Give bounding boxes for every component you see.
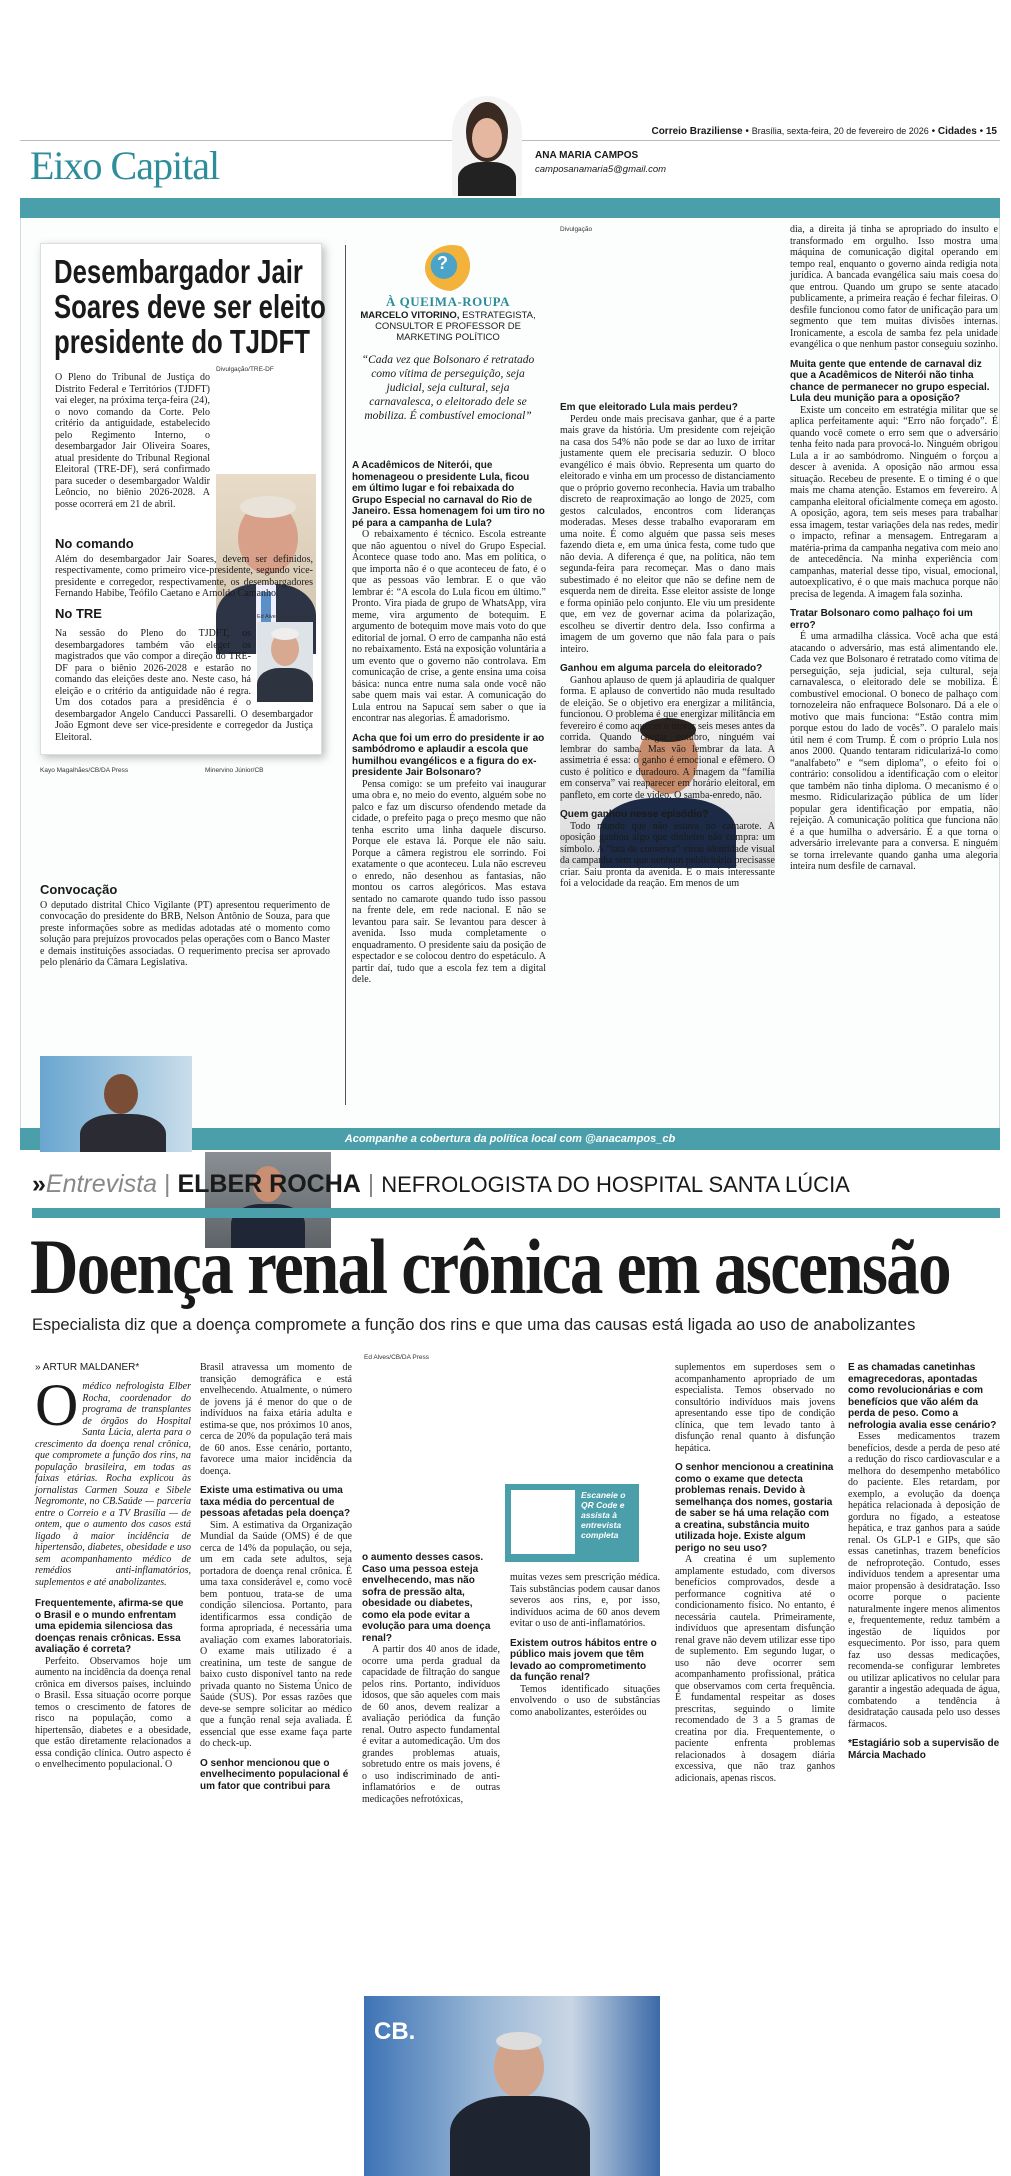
pull-quote: “Cada vez que Bolsonaro é retratado como vítima de perseguição, seja judicial, seja cultural, seja carnavalesca, o eleitorado dele se mobiliza. É combustível emocional” <box>361 354 535 422</box>
convocacao-section <box>40 876 330 969</box>
headline-line: Desembargador Jair <box>54 253 303 290</box>
paper-name: Correio Braziliense <box>651 126 743 137</box>
paragraph: Temos identificado situações envolvendo o uso de substâncias como anabolizantes, esteróides ou <box>510 1683 660 1718</box>
elber-rocha-photo: CB. <box>364 1996 660 2176</box>
interview-col1 <box>35 1362 191 1771</box>
section-heading: No TRE <box>55 605 102 621</box>
question: O senhor mencionou a creatinina como o exame que detecta problemas renais. Devido à semelhança dos nomes, gostaria de saber se há uma relação com a creatina, substância muito utilizada hoje. Existe algum perigo no seu uso? <box>675 1462 834 1554</box>
interview-subhead: Especialista diz que a doença compromete a função dos rins e que uma das causas está ligada ao uso de anabolizantes <box>32 1316 916 1334</box>
interview-rule <box>32 1208 1000 1218</box>
column-divider <box>345 245 346 1105</box>
qr-caption: Escaneie o QR Code e assista à entrevista completa <box>581 1490 626 1540</box>
dateline: Brasília, sexta-feira, 20 de fevereiro de 2026 <box>751 126 929 136</box>
chevron-icon: » <box>32 1170 46 1198</box>
interview-col5 <box>675 1362 835 1784</box>
paragraph: Esses medicamentos trazem benefícios, desde a perda de peso até a redução do risco cardiovascular e a melhora do desempenho metabólico do paciente. Eles retardam, por exemplo, a evolução da doença hepática relacionada à deposição de gordura no fígado, a esteatose hepática, e traz ganhos para a saúde renal. Os GLP-1 e GIPs, que são essas canetinhas, trazem benefícios de nefroproteção. Contudo, esses indivíduos tendem a apresentar uma maior propensão à desidratação. Isso ocorre porque o paciente naturalmente ingere menos alimentos e, frequentemente, reduz também a ingestão de líquidos por esquecimento. Por isso, para quem faz uso dessas medicações, recomenda-se configurar lembretes ou utilizar aplicativos no celular para garantir a ingestão adequada de água, combatendo a tendência à desidratação causada pelo uso desses fármacos. <box>848 1431 1000 1730</box>
interview-col4 <box>510 1572 660 1718</box>
headline-line: Soares deve ser eleito <box>54 288 326 325</box>
paragraph: Existe um conceito em estratégia militar que se aplica perfeitamente aqui: “Erro não forçado”. É quando você comete o erro sem que o adversário tenha feito nada para provocá-lo. Ninguém obrigou Lula a ir ao sambódromo. Ninguém o forçou a descer à avenida. A oposição não armou essa situação. Recebeu de presente. E o timing é o que mais me chama atenção. Estamos em fevereiro. A campanha eleitoral oficialmente começa em agosto. A oposição, agora, tem seis meses para trabalhar essa imagem, testar variações dela nas redes, medir o impacto, refinar a mensagem. Entregaram a matéria-prima da campanha negativa com meio ano de antecedência. Na minha experiência com campanhas, material desse tipo, visual, emocional, autoexplicativo, é o que mais machuca porque não precisa de legenda. A imagem fala sozinha. <box>790 404 998 600</box>
intro <box>35 1372 191 1588</box>
no-tre-section <box>55 614 314 743</box>
paragraph: O Pleno do Tribunal de Justiça do Distrito Federal e Territórios (TJDFT) vai eleger, na próxima terça-feira (24), o novo comando da Corte. Pelo critério da antiguidade, estabelecido pelo Regimento Interno, o desembargador Jair Oliveira Soares, atual presidente do Tribunal Regional Eleitoral (TRE-DF), será confirmado para suceder o desembargador Waldir Leôncio, no biênio 2026-2028. A posse ocorrerá em 21 de abril. <box>55 372 210 510</box>
joao-egmont-photo <box>257 622 313 702</box>
paragraph: O rebaixamento é técnico. Escola estreante que não aguentou o nível do Grupo Especial. Acontece quase todo ano. Mas em política, o que importa não é o que aconteceu de fato, é o que as pessoas vão lembrar. E o que vão lembrar é: “A escola do Lula ficou em último.” Pronto. Vira piada de grupo de WhatsApp, vira meme, vira argumento de botequim. E argumento de botequim move mais voto do que editorial de jornal. O erro de campanha não está no rebaixamento. Está na exposição voluntária a um evento que o governo não controlava. Em comunicação de crise, a gente ensina uma coisa básica: nunca entre numa sala onde você não sabe quem mais vai estar. A comunicação do Lula entrou na Sapucaí sem saber o que ia encontrar nas alegorias. É amadorismo. <box>352 529 546 724</box>
separator: • <box>745 126 749 137</box>
paragraph: dia, a direita já tinha se apropriado do insulto e transformado em orgulho. Isso mostra uma máquina de comunicação digital operando em tempo real, enquanto o governo ainda redigia nota jurídica. A bancada evangélica saiu mais coesa do que entrou. Quando um grupo se sente atacado publicamente, a primeira reação é fechar fileiras. O desfile funcionou como fator de unificação para um segmento que tem muitas divisões internas. Ironicamente, a escola de samba fez pela unidade evangélica o que nenhum pastor conseguiu sozinho. <box>790 224 998 350</box>
question: A Acadêmicos de Niterói, que homenageou o presidente Lula, ficou em último lugar e foi rebaixada do Grupo Especial no carnaval do Rio de Janeiro. Essa homenagem foi um tiro no pé para a campanha de Lula? <box>352 460 545 529</box>
photo-credit: Ed Alves/CB/D.A Press <box>257 614 314 620</box>
paragraph: Na sessão do Pleno do TJDFT, os desembargadores também vão eleger os magistrados que vão compor a direção do TRE-DF para o biênio 2026-2028 e estarão no comando das eleições deste ano. Neste caso, há eleição e o critério da antiguidade não é regra. Um dos cotados para a presidência é o desembargador Angelo Canducci Passarelli. O desembargador João Egmont deve ser vice-presidente e corregedor da Justiça Eleitoral. <box>55 628 313 743</box>
question: Muita gente que entende de carnaval diz que a Acadêmicos de Niterói não tinha chance de permanecer no grupo especial. Lula deu munição para a oposição? <box>790 358 990 404</box>
section-heading: No comando <box>55 536 134 551</box>
kicker: À QUEIMA-ROUPA <box>385 294 511 309</box>
queima-roupa-col2 <box>560 402 775 890</box>
paragraph: Perfeito. Observamos hoje um aumento na incidência da doença renal crônica em diversos países, incluindo o Brasil. Essa situação ocorre porque temos o crescimento de fatores de risco na população, como a hipertensão, diabetes e a obesidade, que estão diretamente relacionados a essa condição clínica. Outro aspecto é o envelhecimento populacional. O <box>35 1655 191 1770</box>
intro-text: médico nefrologista Elber Rocha, coordenador do programa de transplantes de órgãos do Hospital Santa Lúcia, alerta para o crescimento da doença renal crônica, que compromete a função dos rins, na população brasileira, em todas as faixas etárias. Rocha explicou às jornalistas Carmen Souza e Sibele Negromonte, no CB.Saúde — parceria entre o Correio e a TV Brasília — de ontem, que o aumento dos casos está ligado à maior incidência de hipertensão, diabetes, obesidade e uso sem acompanhamento médico de remédios anti-inflamatórios, suplementos e até anabolizantes. <box>35 1381 191 1588</box>
question: E as chamadas canetinhas emagrecedoras, apontadas como revolucionárias e com benefícios que vão além da perda de peso. Como a nefrologia avalia esse cenário? <box>848 1362 997 1431</box>
photo-credit: Kayo Magalhães/CB/DA Press <box>40 767 129 774</box>
queima-roupa-col1 <box>352 460 546 986</box>
author-email[interactable]: camposanamaria5@gmail.com <box>535 164 667 175</box>
paragraph: Além do desembargador Jair Soares, devem ser definidos, respectivamente, como primeiro vice-presidente, segundo vice-presidente e corregedor, respectivamente, os desembargadores Fernando Habibe, Teófilo Caetano e Arnoldo Camanho. <box>55 553 313 599</box>
interview-col3 <box>362 1552 500 1805</box>
question: Tratar Bolsonaro como palhaço foi um erro? <box>790 608 973 631</box>
section-name: Cidades <box>937 126 977 137</box>
interview-col6 <box>848 1362 1000 1761</box>
question: Quem ganhou nesse episódio? <box>560 809 709 820</box>
paragraph: Todo mundo que não estava no camarote. A oposição ganhou algo que dinheiro não compra: um símbolo. A “lata de conserva” virou identidade visual da campanha sem que nenhum publicitário precisasse criar. Saiu pronta da avenida. E o mais interessante foi a velocidade da reação. Em menos de um <box>560 820 775 889</box>
frame-top-bar <box>20 198 1000 218</box>
author-photo <box>452 96 522 196</box>
photo-credit: Divulgação <box>560 226 593 233</box>
paragraph: Ganhou aplauso de quem já aplaudiria de qualquer forma. E aplauso de convertido não muda resultado de eleição. Se o objetivo era energizar a militância, funcionou. O problema é que energizar militância em fevereiro é como aquecer o motor seis meses antes da corrida. Quando chegar outubro, ninguém vai lembrar do samba. Mas vão lembrar da lata. A assimetria é essa: o ganho é emocional e efêmero. O custo é político e duradouro. A imagem da “família em conserva” vai reaparecer em horário eleitoral, em panfleto, em corte de vídeo. O samba-enredo, não. <box>560 674 775 801</box>
qr-code-icon[interactable] <box>511 1490 575 1554</box>
question: o aumento desses casos. Caso uma pessoa esteja envelhecendo, mas não sofra de pressão alta, obesidade ou diabetes, como ela pode evitar a evolução para uma doença renal? <box>362 1552 491 1644</box>
photo-credit: Ed Alves/CB/DA Press <box>364 1354 430 1361</box>
paragraph: A creatina é um suplemento amplamente estudado, com diversos benefícios comprovados, desde a performance cognitiva até o condicionamento físico. No entanto, é necessária cautela. Primeiramente, indivíduos que apresentam disfunção renal grave não devem utilizar esse tipo de suplemento. Em segundo lugar, o uso não deve ocorrer sem acompanhamento profissional, prática que observamos com certa frequência. É fundamental respeitar as doses prescritas, seguindo o limite recomendado de 3 a 5 gramas de creatina por dia. Frequentemente, o paciente enfrenta problemas relacionados à dosagem diária excessiva, que não traz ganhos adicionais, apenas riscos. <box>675 1554 835 1784</box>
lead-body <box>55 372 210 510</box>
col1-body <box>35 1598 191 1771</box>
headline-line: presidente do TJDFT <box>54 323 310 360</box>
interview-kicker: Entrevista <box>45 1170 158 1198</box>
question-mascot-icon: ? <box>425 245 479 291</box>
chico-vigilante-photo <box>40 1056 192 1152</box>
photo-credit: Minervino Júnior/CB <box>205 767 264 774</box>
question: Acha que foi um erro do presidente ir ao sambódromo e aplaudir a escola que humilhou evangélicos e a figura do ex-presidente Jair Bolsonaro? <box>352 732 545 778</box>
paragraph: muitas vezes sem prescrição médica. Tais substâncias podem causar danos severos aos rins, e, por isso, indivíduos acima de 60 anos devem evitar o uso de anti-inflamatórios. <box>510 1572 660 1629</box>
interview-banner: »Entrevista | ELBER ROCHA | NEFROLOGISTA DO HOSPITAL SANTA LÚCIA <box>32 1170 850 1198</box>
question: Em que eleitorado Lula mais perdeu? <box>560 402 738 413</box>
paragraph: O deputado distrital Chico Vigilante (PT) apresentou requerimento de convocação do presidente do BRB, Nelson Antônio de Souza, para que preste informações sobre as medidas adotadas até o momento como solução para prejuízos provocados pelas operações com o Banco Master e demais instituições associadas. O requerimento precisa ser aprovado pelo plenário da Câmara Legislativa. <box>40 899 330 968</box>
interview-col2 <box>200 1362 352 1792</box>
no-comando-section <box>55 530 313 623</box>
question: Existem outros hábitos entre o público mais jovem que têm levado ao comprometimento da função renal? <box>510 1637 657 1683</box>
photo-credit: Divulgação/TRE-DF <box>216 366 274 373</box>
lead-headline <box>54 254 384 359</box>
column-title: Eixo Capital <box>30 143 220 188</box>
interviewee-role: ESTRATEGISTA, CONSULTOR E PROFESSOR DE MARKETING POLÍTICO <box>375 310 536 343</box>
question: O senhor mencionou que o envelhecimento populacional é um fator que contribui para <box>200 1757 349 1792</box>
paragraph: Sim. A estimativa da Organização Mundial da Saúde (OMS) é de que cerca de 14% da população, ou seja, um em cada sete adultos, seja portadora de doença renal crônica. É uma taxa considerável e, como você bem pontuou, trata-se de uma condição silenciosa. Portanto, para identificarmos essa condição de forma apropriada, é necessária uma avaliação com exames laboratoriais. O exame mais utilizado é a creatinina, um teste de sangue de baixo custo disponível tanto na rede privada quanto no Sistema Único de Saúde (SUS). Por essas razões que deve-se sempre solicitar ao médico que a função renal seja avaliada. É essencial que esse exame faça parte do check-up. <box>200 1519 352 1749</box>
byline: » ARTUR MALDANER* <box>35 1362 140 1373</box>
question: Frequentemente, afirma-se que o Brasil e o mundo enfrentam uma epidemia silenciosa das doenças renais crônicas. Essa avaliação é correta? <box>35 1598 184 1655</box>
question: *Estagiário sob a supervisão de Márcia Machado <box>848 1738 1000 1761</box>
interviewee-name: MARCELO VITORINO, <box>360 310 460 321</box>
interviewee-name: ELBER ROCHA <box>177 1170 361 1198</box>
masthead <box>651 126 997 137</box>
queima-roupa-col3 <box>790 224 998 873</box>
separator: • <box>931 126 936 137</box>
author-name: ANA MARIA CAMPOS <box>535 150 639 161</box>
paragraph: A partir dos 40 anos de idade, ocorre uma perda gradual da capacidade de filtração do sangue pelos rins. Portanto, indivíduos idosos, que são aqueles com mais de 60 anos, devem realizar a avaliação periódica da função renal. Outro aspecto fundamental é evitar a automedicação. Um dos grandes problemas atuais, sobretudo entre os mais jovens, é o uso indiscriminado de anti-inflamatórios e de outras medicações nefrotóxicas, <box>362 1644 500 1805</box>
paragraph: Brasil atravessa um momento de transição demográfica e está envelhecendo. Atualmente, o número de jovens já é menor do que o de indivíduos na faixa etária adulta e estima-se que, nos próximos 10 anos, cerca de 20% da população terá mais de 60 anos. Esse cenário, portanto, favorece uma maior incidência da doença. <box>200 1362 352 1477</box>
paragraph: É uma armadilha clássica. Você acha que está atacando o adversário, mas está alimentando ele. Cada vez que Bolsonaro é retratado como vítima de perseguição, seja judicial, seja cultural, seja carnavalesca, o eleitorado dele se mobiliza. É combustível emocional. O boneco de palhaço com tornozeleira não enfraquece Bolsonaro. Dá a ele o motivo que mais funciona: “Estão contra mim porque estou do lado de vocês”. O paralelo mais útil nem é com Trump. É com o próprio Lula nos anos 2000. Quando tentaram ridicularizá-lo como “analfabeto” e “sem diploma”, o efeito foi o contrário: consolidou a identificação com o eleitor que também não tinha diploma. O mecanismo é o mesmo. Ridicularização pública de um líder popular gera identificação por empatia, não rejeição. A comunicação política que funciona não é a que humilha o adversário. É a que torna o adversário irrelevante para a conversa. E ninguém se torna irrelevante quando ganha uma alegoria inteira num desfile de carnaval. <box>790 631 998 872</box>
paragraph: Perdeu onde mais precisava ganhar, que é a parte mais grave da história. Um presidente com rejeição na casa dos 54% não pode se dar ao luxo de irritar justamente quem ele precisaria seduzir. O bloco evangélico é mais óbvio. Representa um quarto do eleitorado e vinha em um processo de distanciamento que o próprio governo reconhecia. Havia um trabalho discreto de reaproximação ao longo de 2025, com gestos calculados, encontros com lideranças moderadas. Meses desse trabalho evaporaram em uma noite. É como alguém que passa seis meses fazendo dieta e, em uma única festa, come tudo que não devia. A diferença é que, na política, não tem segunda-feira para recomeçar. Mas o dano mais subestimado é no eleitor que não se define nem de esquerda nem de direita. Esse eleitor assiste de longe e forma opinião pelo conjunto. Ele viu um presidente que, em vez de governar acima da polarização, escolheu se divertir dentro dela. Isso confirma a imagem de um governo que não fala para o país inteiro. <box>560 413 775 655</box>
separator: • <box>979 126 984 137</box>
question: Existe uma estimativa ou uma taxa média do percentual de pessoas afetadas pela doença? <box>200 1485 351 1519</box>
interview-headline: Doença renal crônica em ascensão <box>30 1223 950 1310</box>
dropcap: O <box>35 1372 79 1438</box>
question: Ganhou em alguma parcela do eleitorado? <box>560 663 763 674</box>
page-number: 15 <box>985 126 997 137</box>
qr-box[interactable] <box>505 1484 639 1562</box>
section-heading: Convocação <box>40 882 118 897</box>
interviewee-role: NEFROLOGISTA DO HOSPITAL SANTA LÚCIA <box>381 1172 850 1197</box>
queima-roupa-header <box>350 294 546 423</box>
footer-banner-text[interactable]: Acompanhe a cobertura da política local com @anacampos_cb <box>344 1133 676 1145</box>
paragraph: suplementos em superdoses sem o acompanhamento apropriado de um especialista. Temos observado no consultório indivíduos mais jovens apresentando esse tipo de condição clínica, que tem levado tanto à disfunção renal quanto à disfunção hepática. <box>675 1362 835 1454</box>
paragraph: Pensa comigo: se um prefeito vai inaugurar uma obra e, no meio do evento, alguém sobe no palco e faz um discurso ofendendo metade da cidade, o prefeito paga o preço mesmo que não tenha escrito uma linha daquele discurso. Porque ele estava lá. Porque ele não saiu. Porque a câmera registrou ele sorrindo. Foi exatamente o que aconteceu. Lula não escreveu o enredo, não desenhou as fantasias, não montou os carros alegóricos. Mas estava sentado no camarote quando tudo isso passou na frente dele, em rede nacional. E não se levantou para sair. Se levantou para descer à avenida. Isso muda completamente o enquadramento. O presidente saiu da posição de espectador e se colocou dentro do espetáculo. A partir daí, tudo que a escola fez tem a digital dele. <box>352 778 546 985</box>
tre-photo-block <box>257 614 314 702</box>
